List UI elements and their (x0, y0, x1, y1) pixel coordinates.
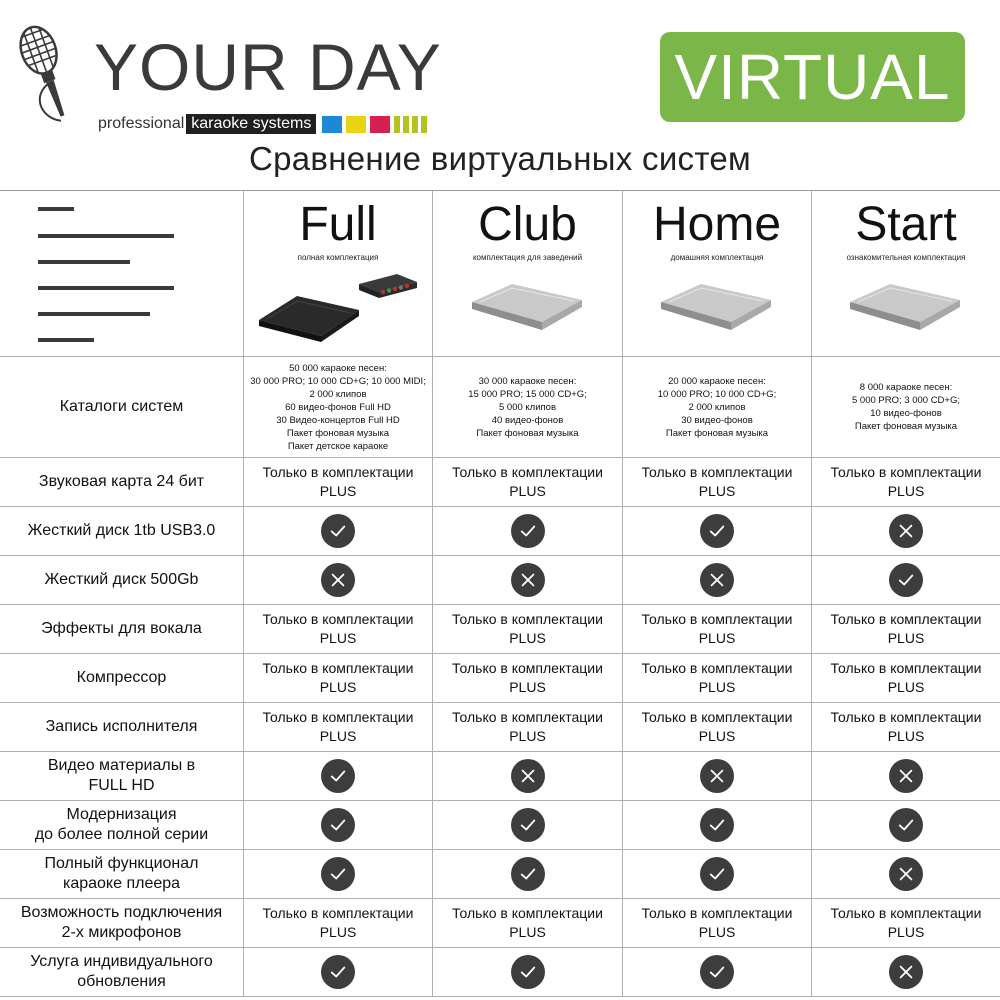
catalog-line: 10 000 PRO; 10 000 CD+G; (657, 388, 777, 400)
plan-name: Club (478, 198, 577, 251)
row-label (0, 752, 244, 800)
catalog-line: 30 000 караоке песен: (478, 375, 577, 387)
plus-only-note (452, 463, 603, 501)
feature-cell (244, 507, 433, 555)
plus-note-line: PLUS (698, 679, 736, 695)
catalog-cell (433, 357, 623, 457)
color-bar (412, 116, 418, 133)
feature-cell (433, 899, 623, 947)
plan-club (433, 191, 623, 356)
feature-cell (623, 507, 812, 555)
hard-drive-image (253, 270, 423, 355)
catalog-line: Пакет фоновая музыка (286, 427, 390, 439)
color-bar (421, 116, 427, 133)
plus-note-line: PLUS (509, 728, 546, 744)
plus-note-line: PLUS (887, 728, 925, 744)
row-label-line: до более полной серии (34, 826, 209, 843)
feature-cell (812, 605, 1000, 653)
feature-cell (623, 654, 812, 702)
hard-drive-image (846, 282, 966, 347)
feature-cell (812, 703, 1000, 751)
hard-drive-image (468, 282, 588, 347)
plus-note-line: PLUS (887, 483, 925, 499)
plus-only-note (831, 463, 982, 501)
catalog-cell (244, 357, 433, 457)
check-icon (889, 563, 923, 597)
catalog-line: Пакет фоновая музыка (476, 427, 579, 439)
catalog-line: 2 000 клипов (309, 388, 367, 400)
menu-cell (0, 191, 244, 356)
row-label-line: караоке плеера (62, 875, 181, 892)
feature-cell (812, 458, 1000, 506)
feature-cell (244, 899, 433, 947)
cross-icon (889, 514, 923, 548)
plus-note-line: PLUS (319, 679, 357, 695)
feature-cell (812, 948, 1000, 996)
color-bar (346, 116, 366, 133)
plus-note-line: Только в комплектации (830, 709, 982, 725)
plus-note-line: PLUS (509, 630, 546, 646)
feature-cell (812, 654, 1000, 702)
plan-full (244, 191, 433, 356)
plus-note-line: PLUS (698, 630, 736, 646)
plus-note-line: Только в комплектации (830, 464, 982, 480)
comparison-table (0, 190, 1000, 1000)
catalog-cell (812, 357, 1000, 457)
row-label: Компрессор (0, 654, 244, 702)
cross-icon (700, 759, 734, 793)
catalog-line: 60 видео-фонов Full HD (285, 401, 391, 413)
feature-cell (244, 850, 433, 898)
row-label: Жесткий диск 1tb USB3.0 (0, 507, 244, 555)
color-bar (322, 116, 342, 133)
catalog-line: 40 видео-фонов (491, 414, 564, 426)
feature-row (0, 605, 1000, 654)
catalog-row (0, 357, 1000, 458)
plus-only-note (642, 708, 793, 746)
feature-cell (433, 556, 623, 604)
plan-name: Start (855, 198, 957, 251)
catalog-line: 30 Видео-концертов Full HD (276, 414, 400, 426)
check-icon (511, 808, 545, 842)
plus-only-note (452, 659, 603, 697)
plus-only-note (452, 708, 603, 746)
feature-cell (433, 654, 623, 702)
feature-cell (244, 948, 433, 996)
feature-cell (623, 850, 812, 898)
plus-only-note (642, 610, 793, 648)
feature-cell (244, 801, 433, 849)
plus-only-note (831, 708, 982, 746)
feature-cell (433, 507, 623, 555)
feature-cell (623, 752, 812, 800)
plus-note-line: Только в комплектации (830, 611, 982, 627)
feature-cell (623, 703, 812, 751)
feature-cell (812, 801, 1000, 849)
row-label (0, 948, 244, 996)
check-icon (511, 514, 545, 548)
row-label-line: Услуга индивидуального (30, 953, 213, 970)
row-label-line: Видео материалы в (47, 757, 196, 774)
cross-icon (889, 759, 923, 793)
row-label (0, 850, 244, 898)
plans-header-row (0, 191, 1000, 357)
page-title: Сравнение виртуальных систем (248, 140, 752, 177)
catalog-line: 30 видео-фонов (681, 414, 753, 426)
color-bar (403, 116, 409, 133)
plan-name: Full (299, 198, 377, 251)
cross-icon (889, 857, 923, 891)
feature-cell (433, 703, 623, 751)
check-icon (321, 857, 355, 891)
row-label-line: 2-х микрофонов (61, 924, 182, 941)
plus-note-line: Только в комплектации (641, 611, 793, 627)
plus-only-note (452, 904, 603, 942)
plus-note-line: PLUS (698, 728, 736, 744)
feature-cell (812, 556, 1000, 604)
check-icon (321, 955, 355, 989)
brand-tagline (98, 114, 430, 134)
plus-note-line: Только в комплектации (641, 660, 793, 676)
cross-icon (321, 563, 355, 597)
check-icon (321, 759, 355, 793)
catalog-cell (623, 357, 812, 457)
plus-only-note (263, 904, 414, 942)
plus-note-line: PLUS (509, 483, 546, 499)
plus-only-note (642, 659, 793, 697)
plus-note-line: Только в комплектации (641, 709, 793, 725)
catalog-line: 2 000 клипов (688, 401, 746, 413)
plus-only-note (263, 659, 414, 697)
feature-cell (812, 752, 1000, 800)
feature-cell (244, 605, 433, 653)
row-label: Запись исполнителя (0, 703, 244, 751)
row-label-line: FULL HD (88, 777, 155, 794)
feature-cell (623, 801, 812, 849)
plus-only-note (642, 904, 793, 942)
plus-note-line: PLUS (319, 924, 357, 940)
microphone-icon (14, 18, 84, 128)
plus-note-line: PLUS (319, 728, 357, 744)
plan-subtitle: домашняя комплектация (670, 253, 764, 262)
feature-cell (623, 556, 812, 604)
feature-row (0, 948, 1000, 997)
plus-note-line: PLUS (887, 924, 925, 940)
row-label-line: Модернизация (66, 806, 177, 823)
color-bar (370, 116, 390, 133)
plus-note-line: Только в комплектации (262, 709, 414, 725)
feature-row (0, 850, 1000, 899)
plus-only-note (263, 463, 414, 501)
feature-cell (244, 654, 433, 702)
check-icon (700, 955, 734, 989)
plus-note-line: Только в комплектации (641, 905, 793, 921)
catalog-line: 10 видео-фонов (870, 408, 942, 419)
plan-subtitle: ознакомительная комплектация (846, 253, 966, 262)
plan-name: Home (652, 198, 782, 251)
feature-cell (244, 458, 433, 506)
cross-icon (889, 955, 923, 989)
plus-note-line: PLUS (319, 630, 357, 646)
feature-cell (433, 801, 623, 849)
plus-note-line: Только в комплектации (262, 464, 414, 480)
menu-lines-icon (0, 191, 243, 356)
plus-only-note (831, 610, 982, 648)
plus-note-line: Только в комплектации (830, 905, 982, 921)
check-icon (700, 857, 734, 891)
plus-note-line: Только в комплектации (262, 611, 414, 627)
color-bars (322, 116, 430, 133)
feature-cell (623, 948, 812, 996)
plan-home (623, 191, 812, 356)
plus-note-line: Только в комплектации (452, 611, 603, 627)
catalog-line: 20 000 караоке песен: (668, 375, 766, 387)
plan-start (812, 191, 1000, 356)
feature-cell (433, 752, 623, 800)
feature-cell (244, 703, 433, 751)
brand-logo (14, 18, 484, 132)
row-label: Эффекты для вокала (0, 605, 244, 653)
row-label: Жесткий диск 500Gb (0, 556, 244, 604)
tagline-boxed: karaoke systems (186, 114, 316, 134)
tagline-prefix: professional (98, 115, 185, 132)
catalog-line: 30 000 PRO; 10 000 CD+G; 10 000 MIDI; (250, 375, 426, 387)
feature-cell (623, 458, 812, 506)
feature-row (0, 654, 1000, 703)
check-icon (321, 514, 355, 548)
plus-note-line: Только в комплектации (641, 464, 793, 480)
feature-row (0, 507, 1000, 556)
color-bar (394, 116, 400, 133)
catalog-line: Пакет фоновая музыка (665, 427, 769, 439)
cross-icon (511, 759, 545, 793)
plus-note-line: PLUS (698, 483, 736, 499)
plus-only-note (642, 463, 793, 501)
row-label-line: Полный функционал (44, 855, 199, 872)
plus-note-line: PLUS (509, 924, 546, 940)
plus-note-line: Только в комплектации (830, 660, 982, 676)
brand-name: YOUR DAY (94, 30, 442, 104)
feature-cell (623, 899, 812, 947)
catalog-line: 50 000 караоке песен: (289, 362, 387, 374)
plus-note-line: Только в комплектации (452, 905, 603, 921)
plus-only-note (831, 659, 982, 697)
feature-cell (244, 752, 433, 800)
plus-note-line: Только в комплектации (452, 464, 603, 480)
plus-only-note (263, 708, 414, 746)
feature-cell (433, 605, 623, 653)
feature-row (0, 801, 1000, 850)
plus-note-line: Только в комплектации (262, 660, 414, 676)
catalog-line: 15 000 PRO; 15 000 CD+G; (468, 388, 587, 400)
feature-cell (433, 458, 623, 506)
plus-note-line: PLUS (698, 924, 736, 940)
feature-row (0, 703, 1000, 752)
catalog-line: Пакет детское караоке (287, 440, 389, 452)
feature-row (0, 899, 1000, 948)
check-icon (700, 808, 734, 842)
catalog-line: 8 000 караоке песен: (859, 382, 953, 393)
feature-cell (433, 850, 623, 898)
check-icon (511, 955, 545, 989)
hard-drive-image (657, 282, 777, 347)
plus-note-line: Только в комплектации (452, 660, 603, 676)
feature-cell (433, 948, 623, 996)
cross-icon (511, 563, 545, 597)
check-icon (321, 808, 355, 842)
check-icon (511, 857, 545, 891)
row-label-line: Возможность подключения (20, 904, 223, 921)
plan-subtitle: комплектация для заведений (472, 253, 583, 262)
virtual-badge: VIRTUAL (660, 32, 965, 122)
catalog-line: 5 000 клипов (499, 401, 556, 413)
plus-only-note (831, 904, 982, 942)
row-label: Звуковая карта 24 бит (0, 458, 244, 506)
catalog-line: Пакет фоновая музыка (854, 421, 958, 432)
row-label (0, 899, 244, 947)
plus-note-line: PLUS (887, 630, 925, 646)
plus-note-line: PLUS (319, 483, 357, 499)
plus-note-line: Только в комплектации (262, 905, 414, 921)
feature-cell (623, 605, 812, 653)
check-icon (700, 514, 734, 548)
feature-row (0, 556, 1000, 605)
feature-row (0, 752, 1000, 801)
plan-subtitle: полная комплектация (297, 253, 379, 262)
feature-cell (244, 556, 433, 604)
feature-cell (812, 850, 1000, 898)
feature-cell (812, 507, 1000, 555)
cross-icon (700, 563, 734, 597)
check-icon (889, 808, 923, 842)
plus-note-line: Только в комплектации (452, 709, 603, 725)
feature-cell (812, 899, 1000, 947)
row-label-line: обновления (77, 973, 166, 990)
plus-note-line: PLUS (509, 679, 546, 695)
feature-row (0, 458, 1000, 507)
plus-only-note (452, 610, 603, 648)
plus-only-note (263, 610, 414, 648)
row-label (0, 801, 244, 849)
row-label: Каталоги систем (0, 357, 244, 457)
catalog-line: 5 000 PRO; 3 000 CD+G; (852, 395, 960, 406)
plus-note-line: PLUS (887, 679, 925, 695)
